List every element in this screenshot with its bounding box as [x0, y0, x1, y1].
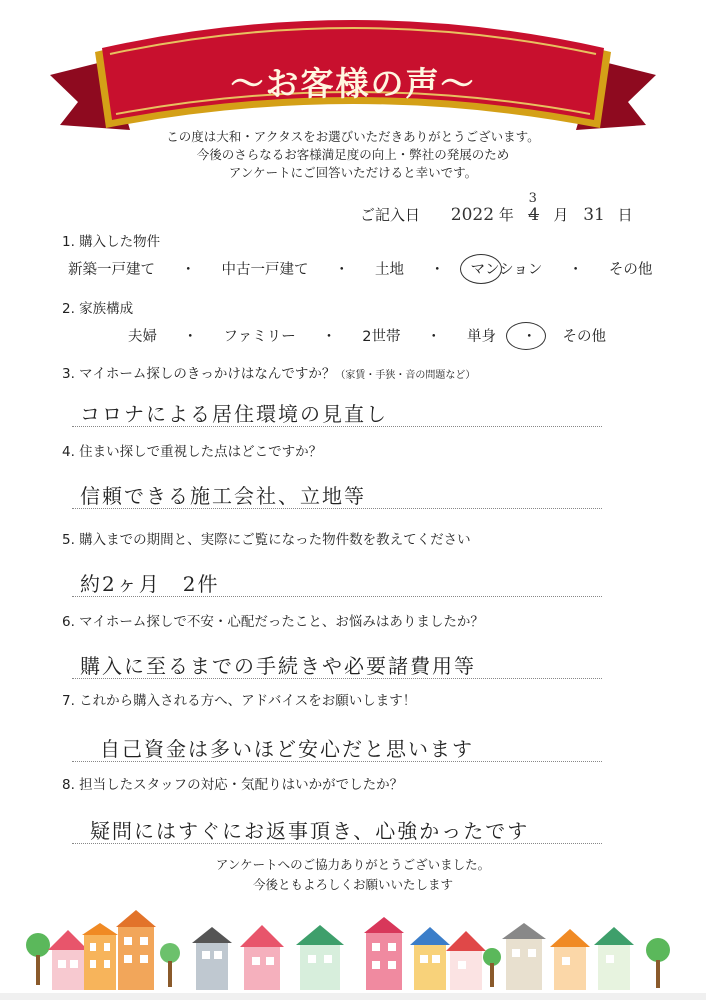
question-2: 2. 家族構成: [62, 301, 134, 317]
tree-icon: [26, 933, 50, 985]
q2-selection-circle: [506, 322, 546, 350]
q2-option-selected: その他: [562, 329, 606, 345]
question-5: 5. 購入までの期間と、実際にご覧になった物件数を教えてください: [62, 532, 471, 548]
q1-option: 土地: [375, 262, 404, 278]
question-1: 1. 購入した物件: [62, 234, 161, 250]
building-icon: [82, 923, 118, 990]
q1-options: [68, 258, 678, 279]
q2-separator: ・: [426, 329, 441, 345]
house-icon: [410, 927, 450, 990]
date-month-field: [519, 191, 549, 225]
answer-3: コロナによる居住環境の見直し: [80, 402, 388, 426]
date-year-unit: 年: [498, 206, 514, 224]
q1-selection-circle: [460, 254, 502, 284]
q2-separator: ・: [521, 329, 537, 345]
house-icon: [48, 930, 88, 990]
q1-option: 中古一戸建て: [221, 262, 309, 278]
date-year: 2022: [450, 205, 495, 225]
question-6: 6. マイホーム探しで不安・心配だったこと、お悩みはありましたか？: [62, 614, 484, 630]
house-icon: [192, 927, 232, 990]
q2-option: 2世帯: [362, 329, 401, 345]
intro-text: [0, 128, 706, 182]
q2-separator: ・: [183, 329, 198, 345]
tree-icon: [160, 943, 180, 987]
house-icon: [240, 925, 284, 990]
question-3-text: 3. マイホーム探しのきっかけはなんですか？: [62, 366, 336, 382]
town-illustration: [0, 905, 706, 1000]
intro-line-1: この度は大和・アクタスをお選びいただきありがとうございます。: [166, 129, 540, 144]
q1-separator: ・: [430, 262, 445, 278]
date-label: ご記入日: [360, 206, 421, 224]
footer-line-1: アンケートへのご協力ありがとうございました。: [215, 857, 491, 872]
house-icon: [446, 931, 486, 990]
page-title: 〜お客様の声〜: [230, 64, 476, 103]
building-icon: [364, 917, 404, 990]
building-icon: [116, 910, 156, 990]
answer-6: 購入に至るまでの手続きや必要諸費用等: [80, 654, 476, 678]
answer-line: [72, 596, 602, 597]
q2-options: [128, 325, 632, 346]
date-row: [360, 191, 633, 225]
date-month: 3: [528, 191, 537, 206]
intro-line-2: 今後のさらなるお客様満足度の向上・弊社の発展のため: [196, 147, 510, 162]
q2-option: 単身: [466, 329, 496, 345]
answer-4: 信頼できる施工会社、立地等: [80, 484, 366, 508]
date-month-unit: 月: [553, 206, 569, 224]
answer-line: [72, 426, 602, 427]
house-icon: [296, 925, 344, 990]
q1-option: その他: [608, 262, 653, 278]
answer-8: 疑問にはすぐにお返事頂き、心強かったです: [90, 819, 530, 843]
q1-option-selected: マンション: [470, 262, 543, 278]
date-month-crossed: 4: [528, 205, 540, 225]
q1-separator: ・: [334, 262, 349, 278]
house-icon: [550, 929, 590, 990]
question-7: 7. これから購入される方へ、アドバイスをお願いします！: [62, 693, 417, 709]
q1-separator: ・: [181, 262, 196, 278]
answer-line: [72, 508, 602, 509]
date-day-unit: 日: [617, 206, 633, 224]
date-day: 31: [583, 205, 605, 225]
q2-option: 夫婦: [128, 329, 157, 345]
footer-text: [0, 855, 706, 895]
question-8: 8. 担当したスタッフの対応・気配りはいかがでしたか？: [62, 777, 404, 793]
q2-option: ファミリー: [223, 329, 296, 345]
answer-line: [72, 843, 602, 844]
building-icon: [502, 923, 546, 990]
tree-icon: [646, 938, 670, 988]
q1-separator: ・: [568, 262, 583, 278]
answer-line: [72, 678, 602, 679]
question-4: 4. 住まい探しで重視した点はどこですか？: [62, 444, 323, 460]
house-icon: [594, 927, 634, 990]
answer-7: 自己資金は多いほど安心だと思います: [100, 737, 474, 761]
question-3-note: （家賃・手狭・音の問題など）: [335, 370, 476, 381]
tree-icon: [483, 948, 501, 987]
intro-line-3: アンケートにご回答いただけると幸いです。: [228, 165, 478, 180]
question-3: [62, 362, 475, 382]
q1-option: 新築一戸建て: [68, 262, 155, 278]
answer-line: [72, 761, 602, 762]
q2-separator: ・: [321, 329, 337, 345]
answer-5: 約2ヶ月 2件: [80, 572, 220, 596]
footer-line-2: 今後ともよろしくお願いいたします: [252, 877, 453, 892]
